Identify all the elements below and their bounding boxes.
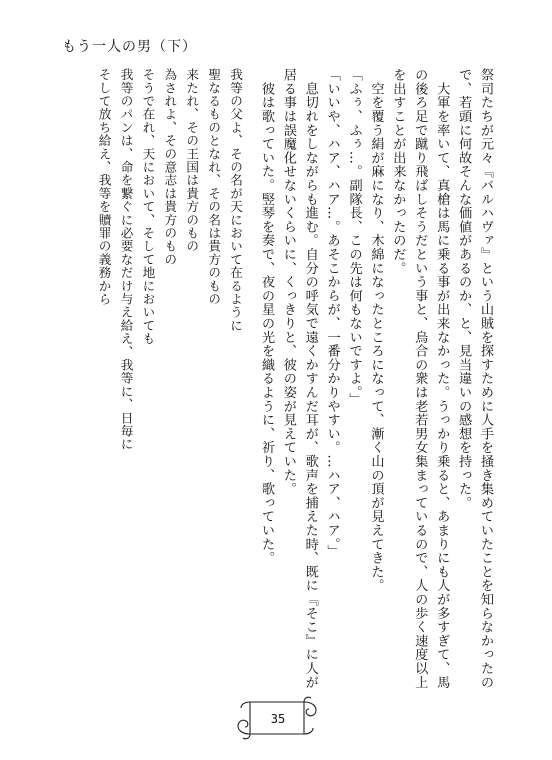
poem-line: 為されよ、その意志は貴方のもの — [162, 68, 178, 266]
text-line: 空を覆う絹が麻になり、木綿になったところになって、漸く山の頂が見えてきた。 — [368, 68, 384, 593]
text-line: 息切れをしながらも進む。自分の呼気で遠くかすんだ耳が、歌声を捕えた時、既に『そこ』に人が — [302, 68, 318, 689]
poem-line: 来たれ、その王国は貴方のもの — [184, 68, 200, 253]
text-line: 「ふぅ、ふぅ…。副隊長、この先は何もないですよ。」 — [346, 68, 362, 407]
chapter-title: もう一人の男（下） — [62, 39, 197, 55]
text-line: 祭司たちが元々『バルハヴァ』という山賊を探すために人手を掻き集めていたことを知らなかったの — [478, 68, 493, 689]
stanza-gap — [246, 68, 255, 690]
poem-line: そうで在れ、天において、そして地においても — [140, 68, 156, 346]
text-line: で、若頭に何故そんな価値があるのか、と、見当違いの感想を持った。 — [456, 68, 472, 510]
text-line: 居る事は誤魔化せないくらいに、くっきりと、彼の姿が見えていた。 — [280, 68, 296, 496]
page-number: 35 — [270, 712, 286, 726]
text-line: を出すことが出来なかったのだ。 — [390, 68, 406, 275]
poem-line: 我等のパンは、命を繋ぐに必要なだけ与え給え、我等に、日毎に — [118, 68, 134, 451]
poem-line: 聖なるものとなれ、その名は貴方のもの — [206, 68, 222, 306]
text-line: の後ろ足で蹴り飛ばしそうだという事と、烏合の衆は老若男女集まっているので、人の歩く速度以上 — [412, 68, 428, 689]
text-line: 大軍を率いて、真槍は馬に乗る事が出来なかった。うっかり乗ると、あまりにも人が多すぎて、馬 — [434, 68, 450, 689]
text-line: 「いいや、ハア、ハア…。あそこからが、一番分かりやすい。…ハア、ハア。」 — [324, 68, 340, 559]
poem-line: 我等の父よ、その名が天において在るように — [228, 68, 244, 332]
poem-line: そして放ち給え、我等を贖罪の義務から — [96, 68, 112, 306]
body-text — [58, 68, 496, 690]
text-line: 彼は歌っていた。竪琴を奏で、夜の星の光を織るように、祈り、歌っていた。 — [258, 68, 274, 565]
